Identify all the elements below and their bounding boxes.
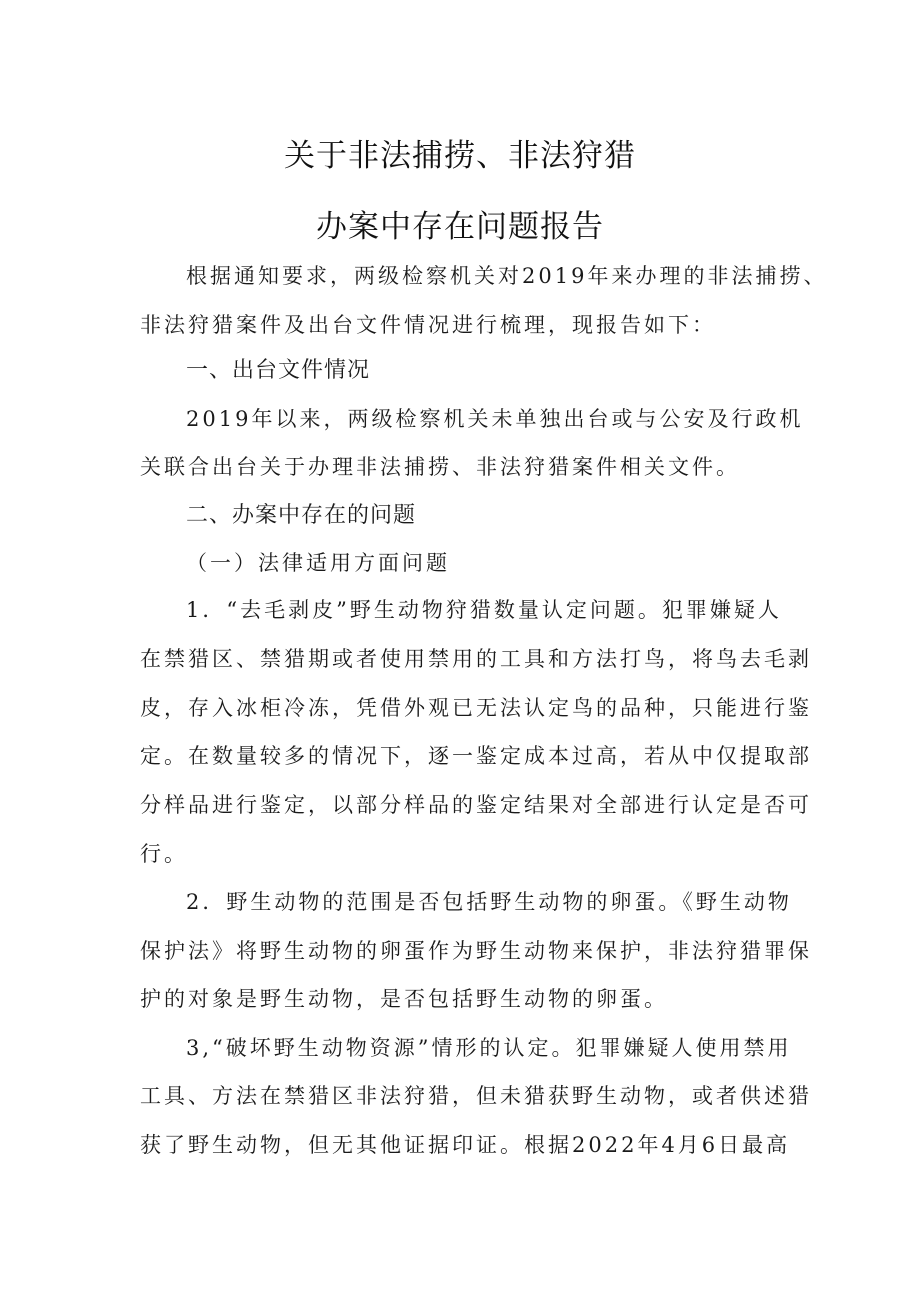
section-1-heading: 一、出台文件情况: [186, 358, 371, 383]
document-title-line-2: 办案中存在问题报告: [316, 209, 604, 245]
item-1-line-3: 皮，存入冰柜冷冻，凭借外观已无法认定鸟的品种，只能进行鉴: [140, 696, 812, 720]
item-1-line-4: 定。在数量较多的情况下，逐一鉴定成本过高，若从中仅提取部: [140, 744, 812, 768]
item-1-line-1: 1．“去毛剥皮”野生动物狩猎数量认定问题。犯罪嫌疑人: [186, 598, 782, 622]
item-2-line-1: 2．野生动物的范围是否包括野生动物的卵蛋。《野生动物: [186, 890, 792, 914]
section-2-heading: 二、办案中存在的问题: [186, 503, 417, 528]
item-3-line-1: 3,“破坏野生动物资源”情形的认定。犯罪嫌疑人使用禁用: [186, 1036, 792, 1060]
intro-line-2: 非法狩猎案件及出台文件情况进行梳理，现报告如下：: [140, 313, 716, 337]
section-1-line-1: 2019年以来，两级检察机关未单独出台或与公安及行政机: [186, 407, 804, 431]
item-3-line-2: 工具、方法在禁猎区非法狩猎，但未猎获野生动物，或者供述猎: [140, 1084, 812, 1108]
intro-line-1: 根据通知要求，两级检察机关对2019年来办理的非法捕捞、: [186, 264, 828, 288]
document-title-line-1: 关于非法捕捞、非法狩猎: [284, 138, 636, 174]
item-3-line-3: 获了野生动物，但无其他证据印证。根据2022年4月6日最高: [140, 1133, 791, 1157]
item-1-line-6: 行。: [140, 842, 188, 866]
subsection-1-heading: （一）法律适用方面问题: [186, 551, 450, 575]
item-1-line-5: 分样品进行鉴定，以部分样品的鉴定结果对全部进行认定是否可: [140, 793, 812, 817]
section-1-line-2: 关联合出台关于办理非法捕捞、非法狩猎案件相关文件。: [140, 455, 740, 479]
item-1-line-2: 在禁猎区、禁猎期或者使用禁用的工具和方法打鸟，将鸟去毛剥: [140, 647, 812, 671]
item-2-line-3: 护的对象是野生动物，是否包括野生动物的卵蛋。: [140, 987, 668, 1011]
item-2-line-2: 保护法》将野生动物的卵蛋作为野生动物来保护，非法狩猎罪保: [140, 939, 812, 963]
